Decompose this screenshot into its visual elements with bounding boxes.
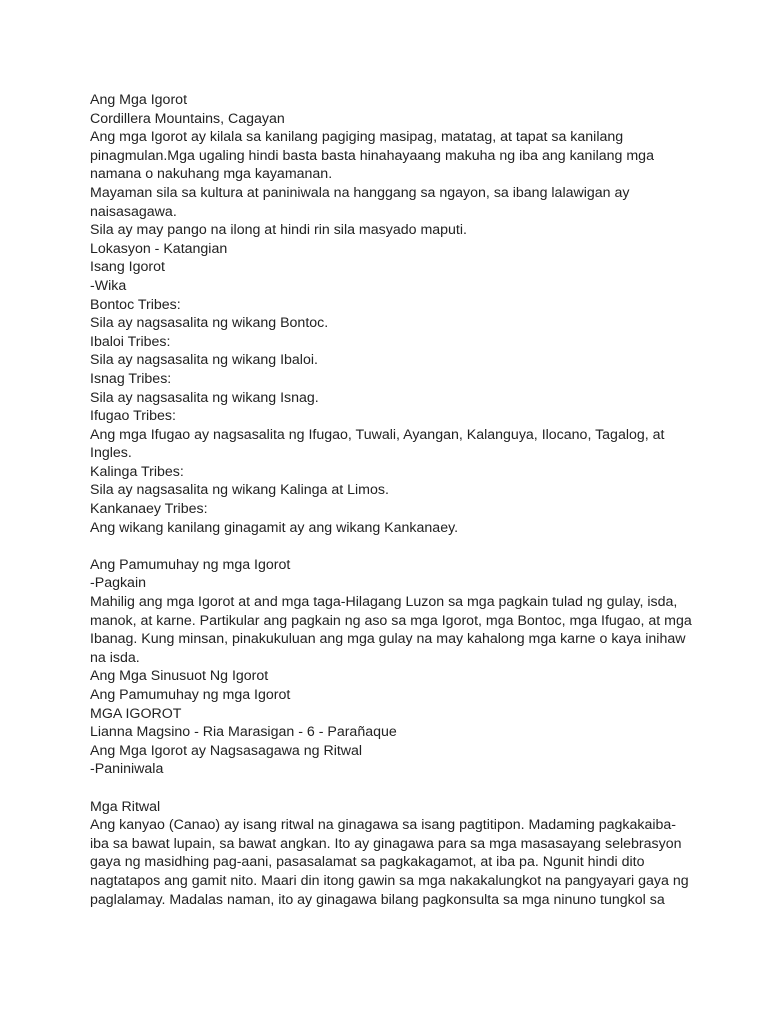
text-line: -Paniniwala: [90, 761, 164, 778]
text-line: Ifugao Tribes:: [90, 408, 176, 425]
document-body: [90, 91, 692, 909]
text-line: na isda.: [90, 649, 140, 666]
text-line: Isnag Tribes:: [90, 370, 172, 387]
text-line: paglalamay. Madalas naman, ito ay ginagawa bilang pagkonsulta sa mga ninuno tungkol sa: [90, 891, 665, 908]
text-line: Kalinga Tribes:: [90, 463, 184, 480]
text-line: Isang Igorot: [90, 259, 165, 276]
text-line: Mahilig ang mga Igorot at and mga taga-Hilagang Luzon sa mga pagkain tulad ng gulay, isda,: [90, 594, 678, 611]
text-line: Bontoc Tribes:: [90, 296, 181, 313]
text-line: Lianna Magsino - Ria Marasigan - 6 - Parañaque: [90, 724, 397, 741]
text-line: Sila ay nagsasalita ng wikang Kalinga at Limos.: [90, 482, 389, 499]
text-line: MGA IGOROT: [90, 705, 182, 722]
text-line: Ang kanyao (Canao) ay isang ritwal na ginagawa sa isang pagtitipon. Madaming pagkakaiba-: [90, 817, 676, 834]
text-line: Mga Ritwal: [90, 798, 161, 815]
text-line: -Wika: [90, 277, 127, 294]
text-line: Sila ay nagsasalita ng wikang Ibaloi.: [90, 352, 318, 369]
text-line: Ibanag. Kung minsan, pinakukuluan ang mga gulay na may kahalong mga karne o kaya inihaw: [90, 631, 686, 648]
text-line: Sila ay may pango na ilong at hindi rin sila masyado maputi.: [90, 222, 467, 239]
text-line: Ang Mga Sinusuot Ng Igorot: [90, 668, 269, 685]
text-line: Sila ay nagsasalita ng wikang Isnag.: [90, 389, 319, 406]
text-line: Kankanaey Tribes:: [90, 501, 208, 518]
text-line: -Pagkain: [90, 575, 146, 592]
text-line: Ang Pamumuhay ng mga Igorot: [90, 556, 291, 573]
text-line: pinagmulan.Mga ugaling hindi basta basta hinahayaang makuha ng iba ang kanilang mga: [90, 147, 654, 164]
text-line: Ang mga Ifugao ay nagsasalita ng Ifugao, Tuwali, Ayangan, Kalanguya, Ilocano, Tagalog, at: [90, 426, 665, 443]
text-line: naisasagawa.: [90, 203, 177, 220]
text-line: iba sa bawat lupain, sa bawat angkan. Ito ay ginagawa para sa mga masasayang selebrasyon: [90, 835, 682, 852]
text-line: gaya ng masidhing pag-aani, pasasalamat sa pagkakagamot, at iba pa. Ngunit hindi dito: [90, 854, 645, 871]
text-line: Ang wikang kanilang ginagamit ay ang wikang Kankanaey.: [90, 519, 459, 536]
text-line: Sila ay nagsasalita ng wikang Bontoc.: [90, 315, 329, 332]
text-line: Cordillera Mountains, Cagayan: [90, 110, 285, 127]
text-line: Mayaman sila sa kultura at paniniwala na hanggang sa ngayon, sa ibang lalawigan ay: [90, 184, 630, 201]
text-line: Ang Mga Igorot ay Nagsasagawa ng Ritwal: [90, 742, 363, 759]
text-line: nagtatapos ang gamit nito. Maari din itong gawin sa mga nakakalungkot na pangyayari gaya ng: [90, 872, 689, 889]
text-line: Ibaloi Tribes:: [90, 333, 171, 350]
text-line: Ang mga Igorot ay kilala sa kanilang pagiging masipag, matatag, at tapat sa kanilang: [90, 129, 624, 146]
blank-line: [90, 537, 680, 556]
text-line: Ang Mga Igorot: [90, 92, 188, 108]
text-line: namana o nakuhang mga kayamanan.: [90, 166, 333, 183]
text-line: Lokasyon - Katangian: [90, 240, 228, 257]
text-line: Ang Pamumuhay ng mga Igorot: [90, 687, 291, 703]
text-line: Ingles.: [90, 445, 132, 462]
text-line: manok, at karne. Partikular ang pagkain ng aso sa mga Igorot, mga Bontoc, mga Ifugao, at mga: [90, 612, 692, 629]
blank-line: [90, 779, 680, 798]
